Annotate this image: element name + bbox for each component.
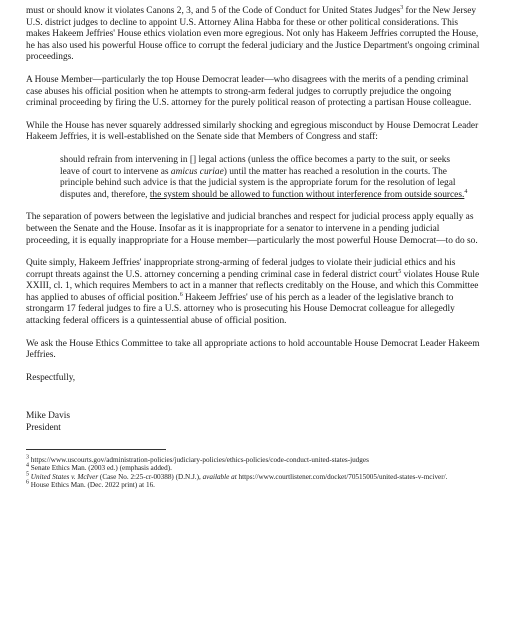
footnote-ref-3[interactable]: 3 bbox=[400, 4, 404, 11]
emphasis-underline: the system should be allowed to function without interference from outside sources. bbox=[149, 189, 465, 200]
paragraph-house-member: A House Member—particularly the top House Democrat leader—who disagrees with the merits of a pending criminal case abuses his official position when he attempts to strong-arm federal judges to corruptly prejudice the ongoing criminal proceeding by firing the U.S. attorney for the purely political reason of protecting a partisan House colleague. bbox=[26, 74, 472, 109]
block-quote: should refrain from intervening in [] legal actions (unless the office becomes a party to the suit, or seeks leave of court to intervene as amicus curiae) until the matter has reached a resolution in the courts. The principle behind such advice is that the judicial system is the appropriate forum for the resolution of legal disputes and, therefore, the system should be allowed to function without interference from outside sources.$^4$ bbox=[60, 154, 468, 200]
footnote-ref-4[interactable]: 4 bbox=[464, 188, 468, 195]
footnote-3: $^3$ https://www.uscourts.gov/administration-policies/judiciary-policies/ethics-policies/code-conduct-united-states-judges bbox=[26, 454, 369, 464]
paragraph-request: We ask the House Ethics Committee to take all appropriate actions to hold accountable House Democrat Leader Hakeem Jeffries. bbox=[26, 338, 480, 361]
paragraph-canons: must or should know it violates Canons 2, 3, and 5 of the Code of Conduct for United States Judges$^3$ for the New Jersey U.S. district judges to decline to appoint U.S. Attorney Alina Habba for these or other political considerations. This makes Hakeem Jeffries' House ethics violation even more egregious. Not only has Hakeem Jeffries corrupted the House, he has also used his powerful House office to corrupt the federal judiciary and the Justice Department's ongoing criminal proceedings. bbox=[26, 4, 480, 63]
signer-name: Mike Davis bbox=[26, 411, 71, 422]
paragraph-separation-of-powers: The separation of powers between the legislative and judicial branches and respect for judicial process apply equally as between the Senate and the House. Insofar as it is inappropriate for a senator to intervene in a pending judicial proceeding, it is equally inappropriate for a House member—particularly the most powerful House Democrat—to do so. bbox=[26, 212, 478, 246]
footnote-3-link[interactable]: https://www.uscourts.gov/administration-policies/judiciary-policies/ethics-policies/code-conduct-united-states-judges bbox=[29, 455, 369, 464]
closing: Respectfully, bbox=[26, 372, 76, 383]
paragraph-senate-side: While the House has never squarely addressed similarly shocking and egregious misconduct by House Democrat Leader Hakeem Jeffries, it is well-established on the Senate side that Members of Congress and staff: bbox=[26, 120, 479, 143]
signer-title: President bbox=[26, 423, 61, 434]
footnotes bbox=[26, 456, 484, 490]
footnote-4: $^4$ Senate Ethics Man. (2003 ed.) (emphasis added). bbox=[26, 462, 172, 473]
footnote-5-link[interactable]: https://www.courtlistener.com/docket/70515005/united-states-v-mciver/. bbox=[236, 472, 448, 481]
paragraph-quite-simply: Quite simply, Hakeem Jeffries' inappropriate strong-arming of federal judges to violate their judicial ethics and his corrupt threats against the U.S. attorney concerning a pending criminal case in federal district court$^5$ violates House Rule XXIII, cl. 1, which requires Members to act in a manner that reflects creditably on the House, and which this Committee has applied to abuses of official position.$^6$ Hakeem Jeffries' use of his perch as a leader of the legislative branch to strongarm 17 federal judges to fire a U.S. attorney who is prosecuting his House Democrat colleague for allegedly attacking federal officers is a quintessential abuse of official position. bbox=[26, 258, 480, 327]
footnote-5: $^5$ United States v. McIver (Case No. 2:25-cr-00388) (D.N.J.), available at https://www.courtlistener.com/docket/70515005/united-states-v-mciver/. bbox=[26, 471, 448, 481]
footnote-6: $^6$ House Ethics Man. (Dec. 2022 print) at 16. bbox=[26, 480, 155, 490]
footnote-ref-5[interactable]: 5 bbox=[398, 268, 402, 275]
signature-block bbox=[26, 411, 484, 434]
footnote-divider bbox=[26, 449, 166, 450]
amicus-curiae-italic: amicus curiae bbox=[170, 166, 224, 177]
footnote-ref-6[interactable]: 6 bbox=[179, 291, 183, 298]
